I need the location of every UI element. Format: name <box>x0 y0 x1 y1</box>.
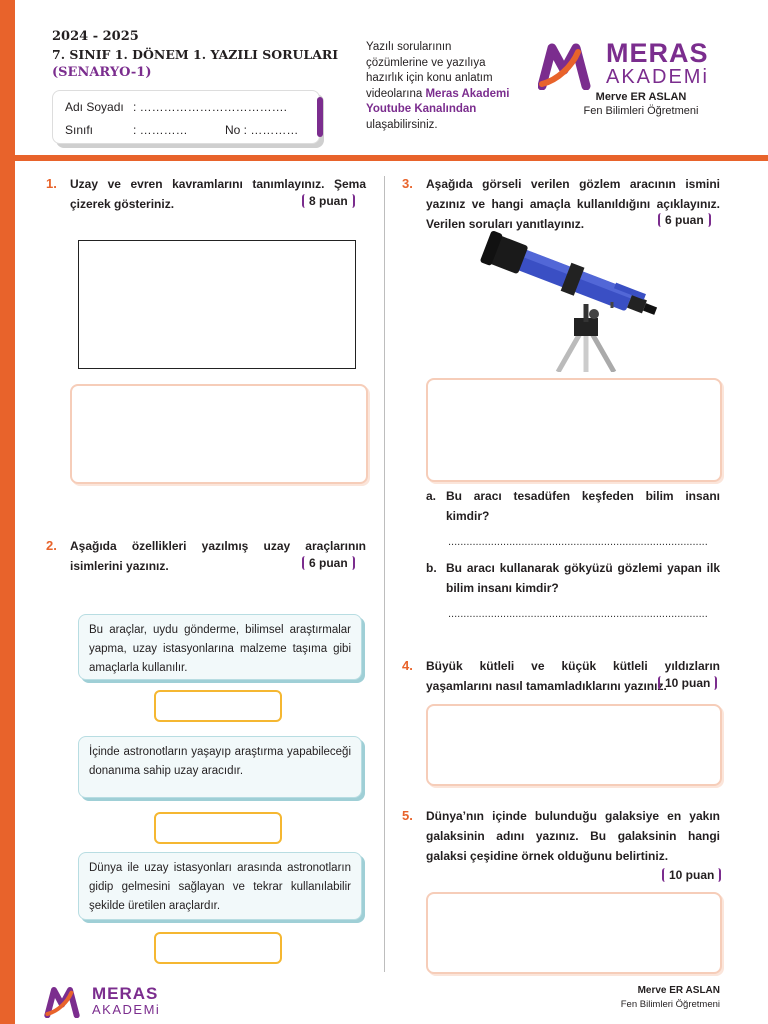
q4-text: Büyük kütleli ve küçük kütleli yıldızların yaşamlarını nasıl tamamladıklarını yazınız. <box>426 659 720 693</box>
name-label: Adı Soyadı <box>65 100 124 114</box>
class-field[interactable]: : ………… <box>133 123 188 137</box>
q3-points: 6 puan <box>658 213 711 227</box>
youtube-channel-link[interactable]: Meras Akademi Youtube Kanalından <box>366 87 510 115</box>
q2-answer-1[interactable] <box>154 690 282 722</box>
q2-item-1: Bu araçlar, uydu gönderme, bilimsel araştırmalar yapma, uzay istasyonlarına malzeme taşıma gibi amaçlarla kullanılır. <box>78 614 362 680</box>
name-field[interactable]: : ………………………………. <box>133 100 288 114</box>
q2-answer-2[interactable] <box>154 812 282 844</box>
footer-logo-akademi: AKADEMi <box>92 1002 161 1017</box>
meras-logo-icon <box>538 36 602 90</box>
q3-b-label: b. <box>426 561 437 575</box>
teacher-title: Fen Bilimleri Öğretmeni <box>583 105 699 117</box>
q4-answer-box[interactable] <box>426 704 722 786</box>
logo-word-meras: MERAS <box>606 38 709 68</box>
q5-number: 5. <box>402 808 413 823</box>
number-field[interactable]: No : ………… <box>225 123 299 137</box>
column-divider <box>384 176 385 972</box>
teacher-name: Merve ER ASLAN <box>595 91 687 103</box>
q1-text: Uzay ve evren kavramlarını tanımlayınız. Şema çizerek gösteriniz. <box>70 177 366 211</box>
scenario-label: (SENARYO-1) <box>52 65 152 80</box>
q3-a-text: Bu aracı tesadüfen keşfeden bilim insanı kimdir? <box>446 489 720 523</box>
q3-text: Aşağıda görseli verilen gözlem aracının ismini yazınız ve hangi amaçla kullanıldığını açıklayınız. Verilen soruları yanıtlayınız. <box>426 177 720 231</box>
footer-teacher-name: Merve ER ASLAN <box>637 985 720 996</box>
q1-points: 8 puan <box>302 194 355 208</box>
q2-item-3: Dünya ile uzay istasyonları arasında astronotların gidip gelmesini sağlayan ve tekrar kullanılabilir şekilde üretilen araçlardır. <box>78 852 362 920</box>
q2-points: 6 puan <box>302 556 355 570</box>
q3-a-label: a. <box>426 489 437 503</box>
footer-meras-logo-icon <box>44 982 88 1018</box>
q4-number: 4. <box>402 658 413 673</box>
q1-answer-box[interactable] <box>70 384 368 484</box>
q2-answer-3[interactable] <box>154 932 282 964</box>
footer-teacher-title: Fen Bilimleri Öğretmeni <box>620 999 720 1010</box>
class-label: Sınıfı <box>65 123 94 137</box>
q5-answer-box[interactable] <box>426 892 722 974</box>
student-info-box <box>52 90 320 144</box>
footer-logo-meras: MERAS <box>92 984 159 1003</box>
left-accent-bar <box>0 0 15 1024</box>
school-year: 2024 - 2025 <box>52 29 139 44</box>
promo-text: Yazılı sorularının çözümlerine ve yazılıya hazırlık için konu anlatım videolarına Meras Akademi Youtube Kanalından ulaşabilirsiniz. <box>366 41 510 131</box>
exam-title: 7. SINIF 1. DÖNEM 1. YAZILI SORULARI <box>52 47 339 62</box>
q2-number: 2. <box>46 538 57 553</box>
q1-diagram-box[interactable] <box>78 240 356 369</box>
q2-text: Aşağıda özellikleri yazılmış uzay araçlarının isimlerini yazınız. <box>70 539 366 573</box>
header-rule <box>15 155 768 161</box>
q3-a-answer-line[interactable]: ..................................................................................... <box>448 536 708 548</box>
q3-b-answer-line[interactable]: ..................................................................................... <box>448 608 708 620</box>
q1-number: 1. <box>46 176 57 191</box>
q3-b-text: Bu aracı kullanarak gökyüzü gözlemi yapan ilk bilim insanı kimdir? <box>446 561 720 595</box>
logo-word-akademi: AKADEMi <box>606 66 709 88</box>
q2-item-2: İçinde astronotların yaşayıp araştırma yapabileceği donanıma sahip uzay aracıdır. <box>78 736 362 798</box>
q5-points: 10 puan <box>662 868 721 882</box>
telescope-image <box>474 230 670 372</box>
q4-points: 10 puan <box>658 676 717 690</box>
q3-answer-box[interactable] <box>426 378 722 482</box>
q3-number: 3. <box>402 176 413 191</box>
q5-text: Dünya’nın içinde bulunduğu galaksiye en yakın galaksinin adını yazınız. Bu galaksinin hangi galaksi çeşidine örnek olduğunu belirtiniz. <box>426 809 720 863</box>
